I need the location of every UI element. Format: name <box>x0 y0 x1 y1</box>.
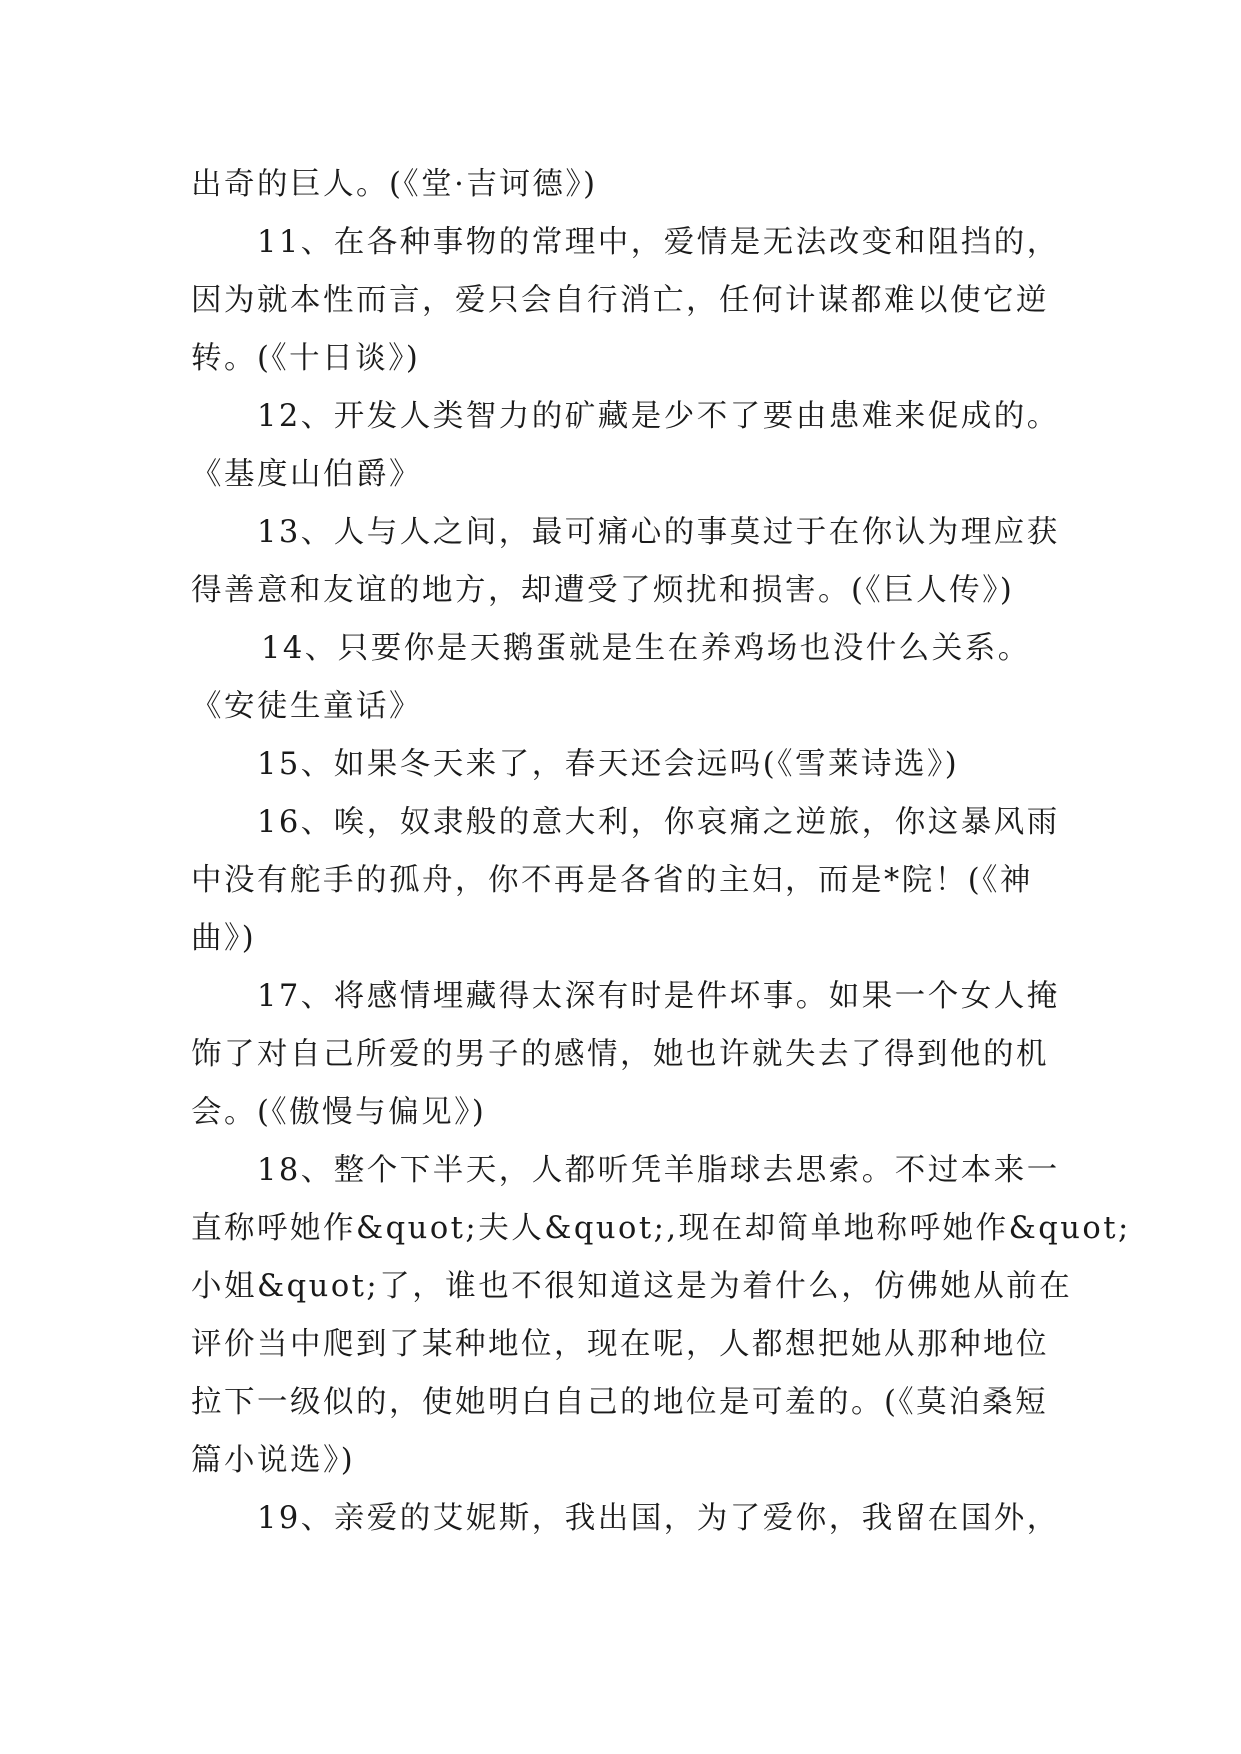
text-line: 转。(《十日谈》) <box>191 341 421 376</box>
text-line: 11、在各种事物的常理中，爱情是无法改变和阻挡的， <box>257 225 1060 260</box>
text-line: 19、亲爱的艾妮斯，我出国，为了爱你，我留在国外， <box>257 1501 1060 1536</box>
document-body <box>191 156 1131 1548</box>
text-line: 《基度山伯爵》 <box>191 457 422 492</box>
text-line: 18、整个下半天，人都听凭羊脂球去思索。不过本来一 <box>257 1153 1060 1188</box>
text-line: 14、只要你是天鹅蛋就是生在养鸡场也没什么关系。 <box>261 631 1031 666</box>
text-line: 篇小说选》) <box>191 1443 356 1478</box>
text-line: 饰了对自己所爱的男子的感情，她也许就失去了得到他的机 <box>191 1037 1049 1072</box>
text-line: 得善意和友谊的地方，却遭受了烦扰和损害。(《巨人传》) <box>191 573 1015 608</box>
text-line: 评价当中爬到了某种地位，现在呢，人都想把她从那种地位 <box>191 1327 1049 1362</box>
text-line: 小姐&quot;了，谁也不很知道这是为着什么，仿佛她从前在 <box>191 1269 1073 1304</box>
text-line: 曲》) <box>191 921 257 956</box>
text-line: 17、将感情埋藏得太深有时是件坏事。如果一个女人掩 <box>257 979 1060 1014</box>
text-line: 出奇的巨人。(《堂·吉诃德》) <box>191 167 598 202</box>
text-line: 13、人与人之间，最可痛心的事莫过于在你认为理应获 <box>257 515 1060 550</box>
text-line: 《安徒生童话》 <box>191 689 422 724</box>
text-line: 16、唉，奴隶般的意大利，你哀痛之逆旅，你这暴风雨 <box>257 805 1060 840</box>
text-line: 因为就本性而言，爱只会自行消亡，任何计谋都难以使它逆 <box>191 283 1049 318</box>
text-line: 会。(《傲慢与偏见》) <box>191 1095 487 1130</box>
text-line: 直称呼她作&quot;夫人&quot;,现在却简单地称呼她作&quot; <box>191 1211 1131 1246</box>
text-line: 中没有舵手的孤舟，你不再是各省的主妇，而是*院！(《神 <box>191 863 1033 898</box>
text-line: 15、如果冬天来了，春天还会远吗(《雪莱诗选》) <box>257 747 960 782</box>
text-line: 12、开发人类智力的矿藏是少不了要由患难来促成的。 <box>257 399 1060 434</box>
text-line: 拉下一级似的，使她明白自己的地位是可羞的。(《莫泊桑短 <box>191 1385 1049 1420</box>
